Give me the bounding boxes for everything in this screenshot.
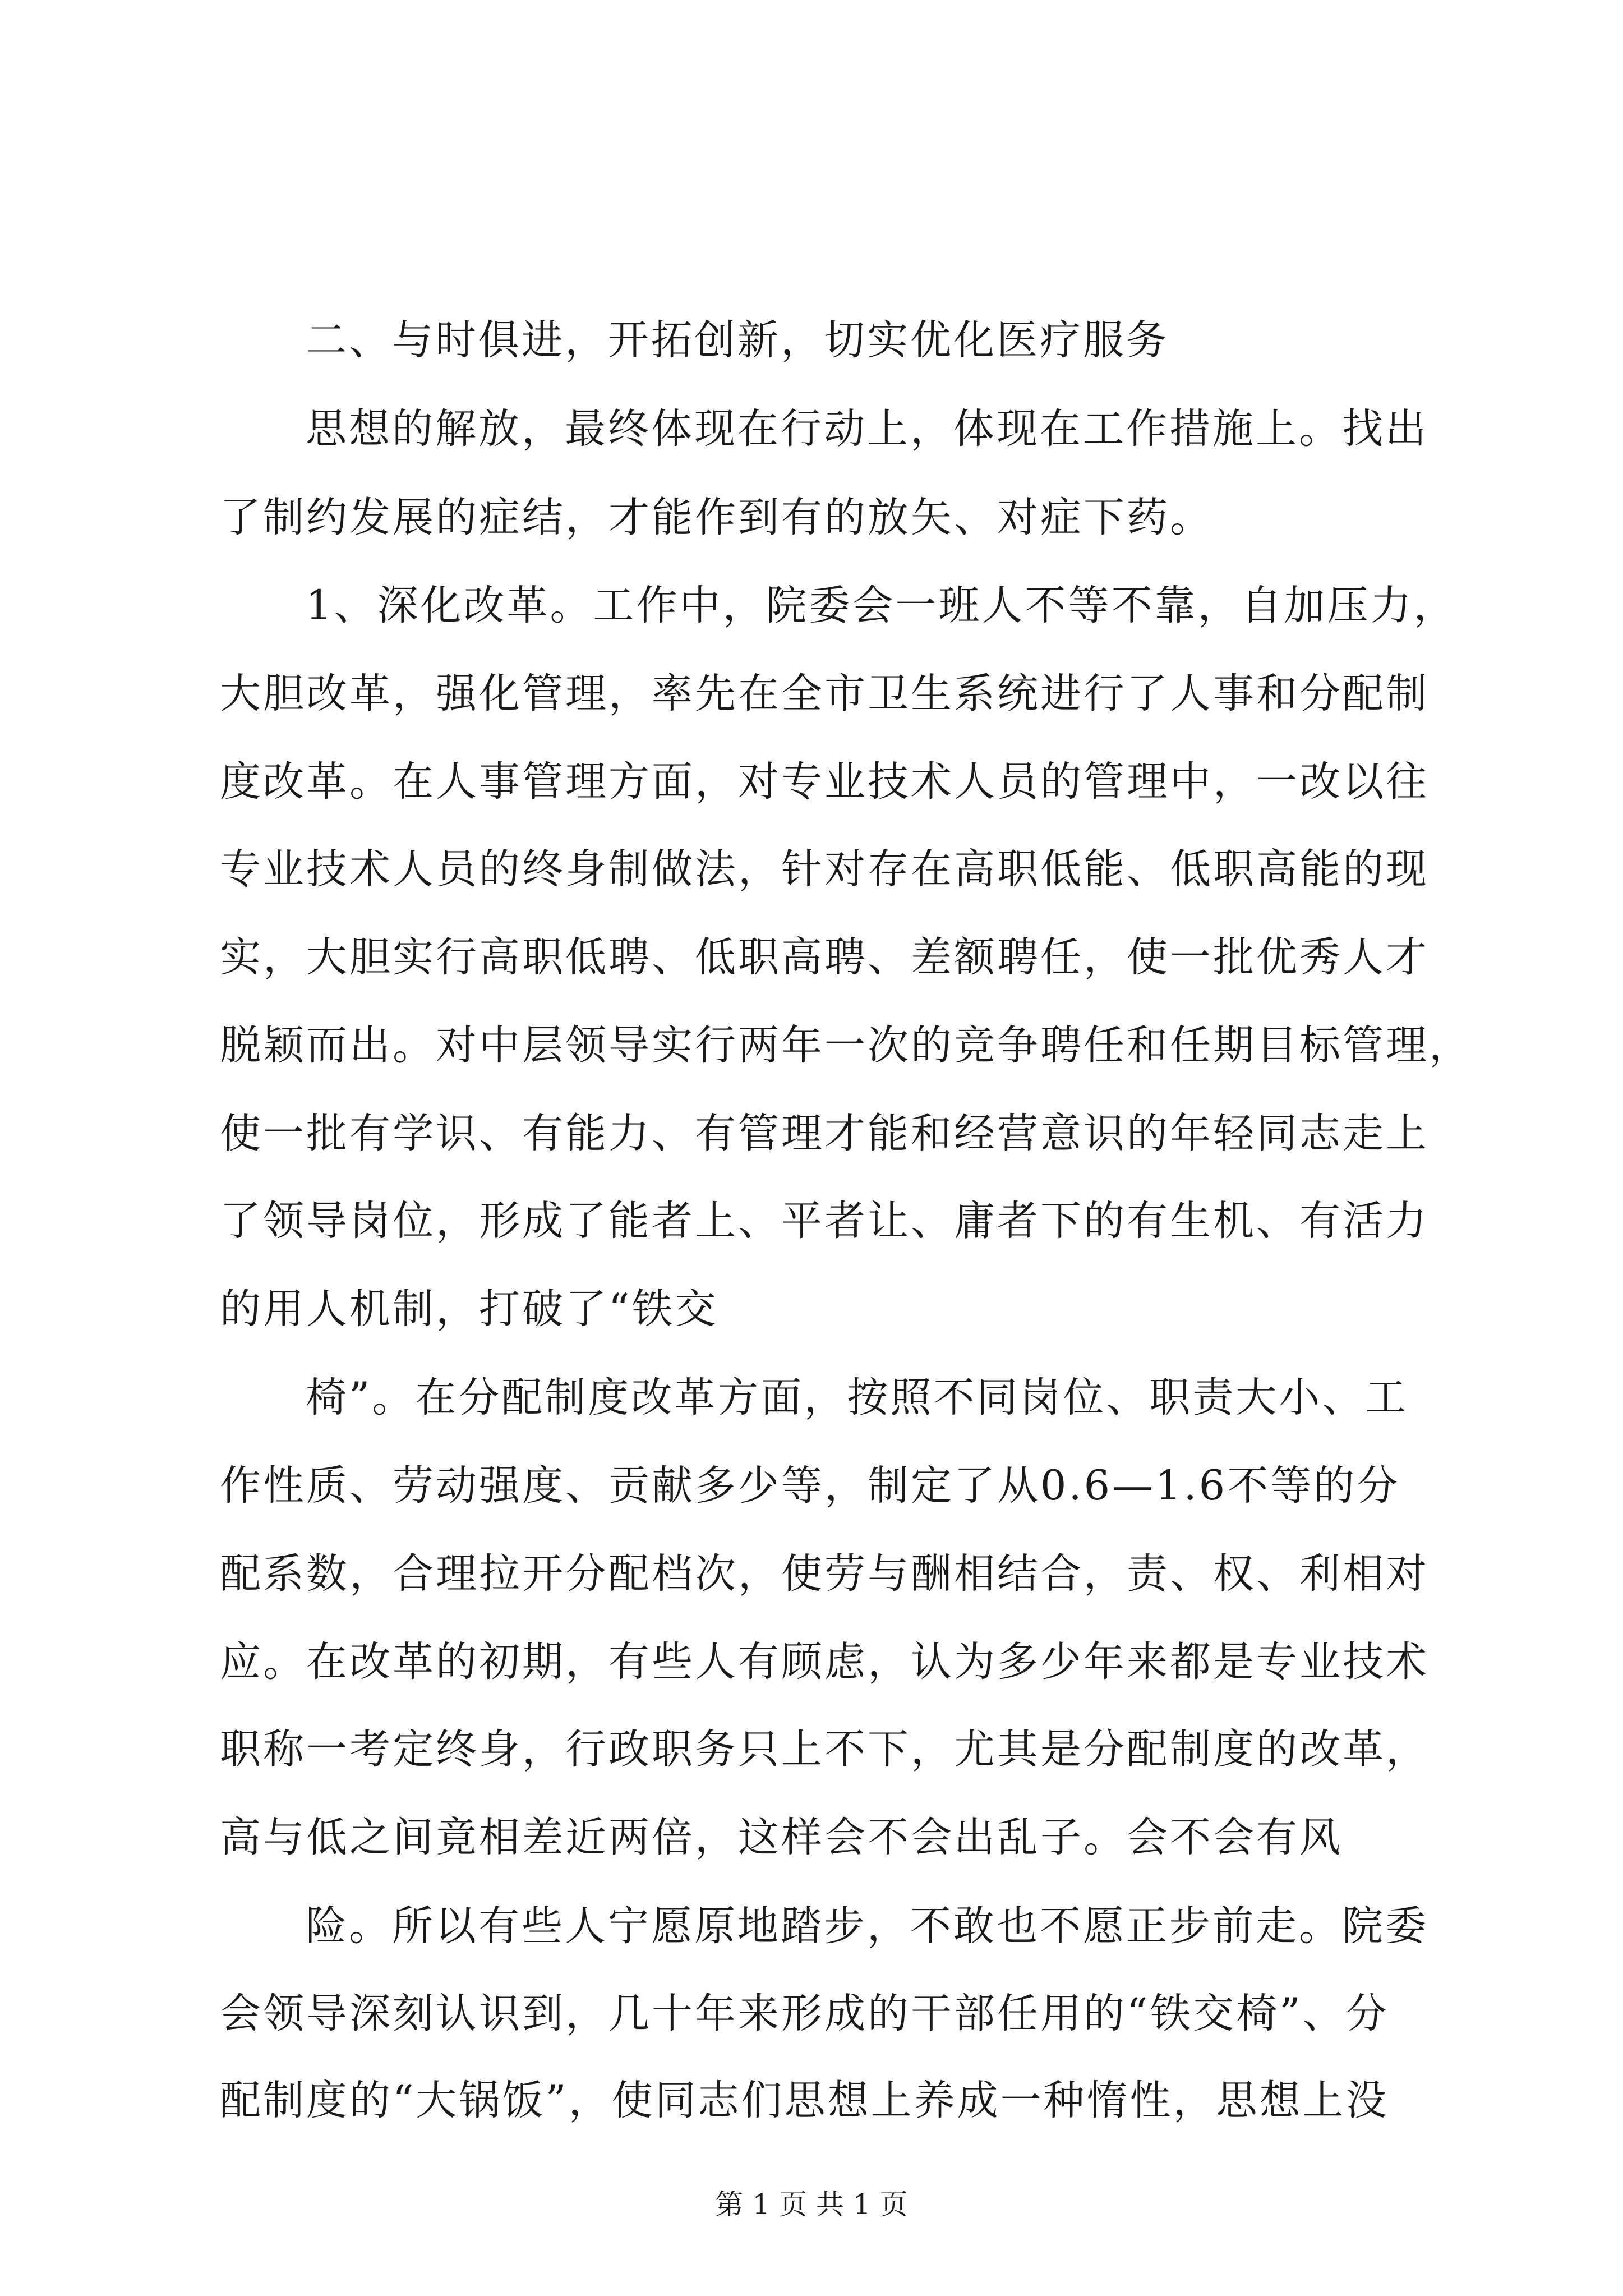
paragraph-line: 思想的解放，最终体现在行动上，体现在工作措施上。找出: [306, 405, 1428, 453]
paragraph-line: 应。在改革的初期，有些人有顾虑，认为多少年来都是专业技术: [220, 1638, 1429, 1686]
paragraph-line: 高与低之间竟相差近两倍，这样会不会出乱子。会不会有风: [220, 1814, 1343, 1861]
paragraph-line: 专业技术人员的终身制做法，针对存在高职低能、低职高能的现: [220, 845, 1429, 893]
paragraph-line: 险。所以有些人宁愿原地踏步，不敢也不愿正步前走。院委: [306, 1902, 1428, 1950]
page-footer: 第 1 页 共 1 页: [715, 2188, 908, 2221]
section-heading: 二、与时俱进，开拓创新，切实优化医疗服务: [306, 316, 1169, 364]
paragraph-line: 的用人机制，打破了“铁交: [220, 1285, 718, 1333]
paragraph-line: 了制约发展的症结，才能作到有的放矢、对症下药。: [220, 494, 1213, 541]
paragraph-line: 作性质、劳动强度、贡献多少等，制定了从0.6—1.6不等的分: [220, 1462, 1400, 1510]
paragraph-line: 使一批有学识、有能力、有管理才能和经营意识的年轻同志走上: [220, 1110, 1429, 1157]
paragraph-line: 大胆改革，强化管理，率先在全市卫生系统进行了人事和分配制: [220, 670, 1429, 717]
paragraph-line: 实，大胆实行高职低聘、低职高聘、差额聘任，使一批优秀人才: [220, 933, 1429, 981]
paragraph-line: 1、深化改革。工作中，院委会一班人不等不靠，自加压力，: [306, 582, 1457, 629]
paragraph-line: 脱颖而出。对中层领导实行两年一次的竞争聘任和任期目标管理，: [220, 1022, 1472, 1069]
paragraph-line: 会领导深刻认识到，几十年来形成的干部任用的“铁交椅”、分: [220, 1990, 1389, 2037]
paragraph-line: 了领导岗位，形成了能者上、平者让、庸者下的有生机、有活力: [220, 1197, 1429, 1245]
paragraph-line: 椅”。在分配制度改革方面，按照不同岗位、职责大小、工: [306, 1374, 1409, 1421]
paragraph-line: 职称一考定终身，行政职务只上不下，尤其是分配制度的改革，: [220, 1726, 1429, 1773]
paragraph-line: 配系数，合理拉开分配档次，使劳与酬相结合，责、权、利相对: [220, 1550, 1429, 1598]
paragraph-line: 度改革。在人事管理方面，对专业技术人员的管理中，一改以往: [220, 758, 1429, 806]
paragraph-line: 配制度的“大锅饭”，使同志们思想上养成一种惰性，思想上没: [220, 2077, 1389, 2124]
